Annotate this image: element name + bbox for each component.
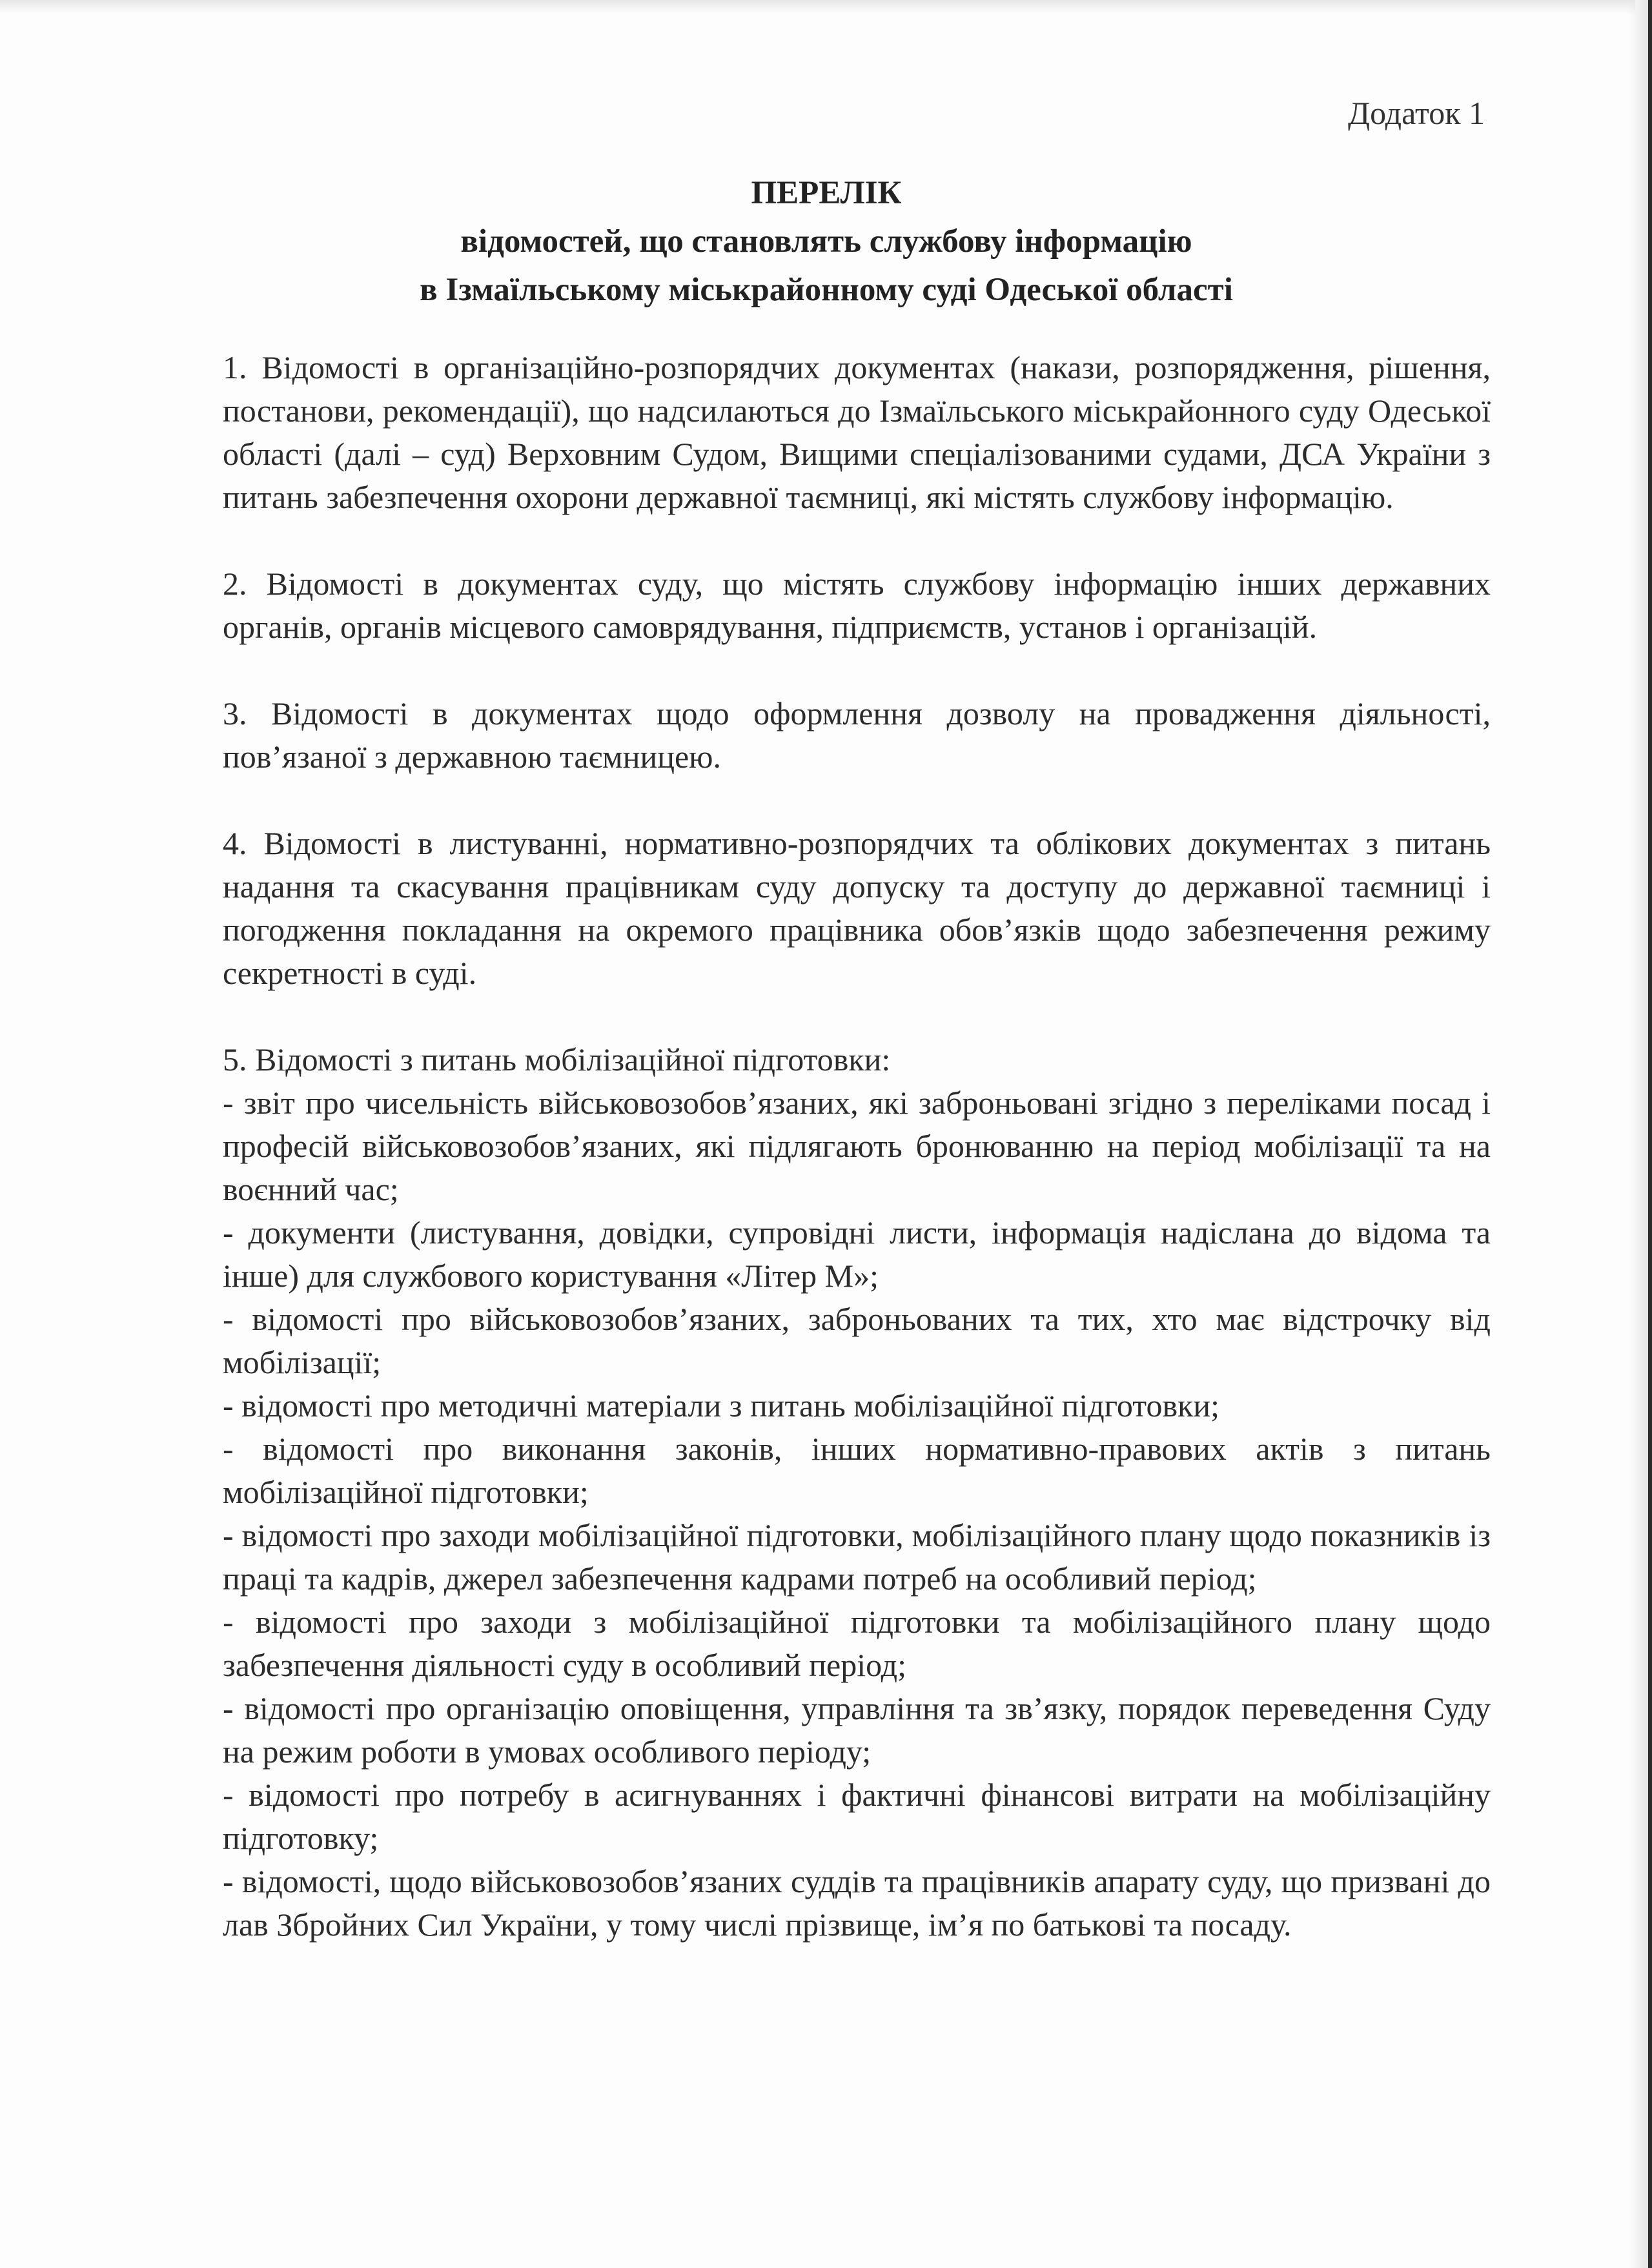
- list-item: - документи (листування, довідки, супровідні листи, інформація надіслана до відома та інше) для службового користування «Літер М»;: [223, 1214, 1491, 1294]
- paragraph-3: [223, 692, 1491, 779]
- paragraph-2: [223, 562, 1491, 649]
- list-item: - відомості про методичні матеріали з питань мобілізаційної підготовки;: [223, 1387, 1219, 1424]
- list-item: - відомості про виконання законів, інших нормативно-правових актів з питань мобілізаційної підготовки;: [223, 1431, 1491, 1510]
- document-heading: [161, 169, 1491, 314]
- paragraph-1-text: 1. Відомості в організаційно-розпорядчих документах (накази, розпорядження, рішення, постанови, рекомендації), що надсилаються до Ізмаїльського міськрайонного суду Одеської області (далі – суд) Верховним Судом, Вищими спеціалізованими судами, ДСА України з питань забезпечення охорони державної таємниці, які містять службову інформацію.: [223, 349, 1491, 515]
- document-title: ПЕРЕЛІК: [751, 175, 902, 211]
- paragraph-5: [223, 1038, 1491, 1946]
- list-item: - відомості про заходи мобілізаційної підготовки, мобілізаційного плану щодо показників із праці та кадрів, джерел забезпечення кадрами потреб на особливий період;: [223, 1517, 1491, 1597]
- list-item: - відомості про організацію оповіщення, управління та зв’язку, порядок переведення Суду на режим роботи в умовах особливого періоду;: [223, 1690, 1491, 1770]
- paragraph-5-intro: 5. Відомості з питань мобілізаційної підготовки:: [223, 1041, 891, 1078]
- list-item: - відомості про військовозобов’язаних, заброньованих та тих, хто має відстрочку від мобілізації;: [223, 1301, 1491, 1380]
- paragraph-4-text: 4. Відомості в листуванні, нормативно-розпорядчих та облікових документах з питань надання та скасування працівникам суду допуску та доступу до державної таємниці і погодження покладання на окремого працівника обов’язків щодо забезпечення режиму секретності в суді.: [223, 825, 1491, 991]
- scan-right-edge: [1648, 0, 1652, 2268]
- document-subtitle-line-1: відомостей, що становлять службову інформацію: [460, 223, 1192, 260]
- annex-label: Додаток 1: [1348, 95, 1485, 131]
- list-item: - відомості про потребу в асигнуваннях і фактичні фінансові витрати на мобілізаційну підготовку;: [223, 1777, 1491, 1856]
- scan-top-edge: [0, 0, 1652, 14]
- paragraph-1: [223, 346, 1491, 519]
- document-subtitle-line-2: в Ізмаїльському міськрайонному суді Одеської області: [420, 272, 1233, 308]
- paragraph-4: [223, 822, 1491, 995]
- scan-right-shadow: [1629, 0, 1648, 2268]
- list-item: - відомості про заходи з мобілізаційної підготовки та мобілізаційного плану щодо забезпечення діяльності суду в особливий період;: [223, 1604, 1491, 1683]
- paragraph-3-text: 3. Відомості в документах щодо оформлення дозволу на провадження діяльності, пов’язаної з державною таємницею.: [223, 695, 1491, 775]
- list-item: - звіт про чисельність військовозобов’язаних, які заброньовані згідно з переліками посад і професій військовозобов’язаних, які підлягають бронюванню на період мобілізації та на воєнний час;: [223, 1085, 1491, 1207]
- document-body: [223, 346, 1491, 1990]
- paragraph-2-text: 2. Відомості в документах суду, що містять службову інформацію інших державних органів, органів місцевого самоврядування, підприємств, установ і організацій.: [223, 566, 1491, 645]
- list-item: - відомості, щодо військовозобов’язаних суддів та працівників апарату суду, що призвані до лав Збройних Сил України, у тому числі прізвище, ім’я по батькові та посаду.: [223, 1863, 1491, 1943]
